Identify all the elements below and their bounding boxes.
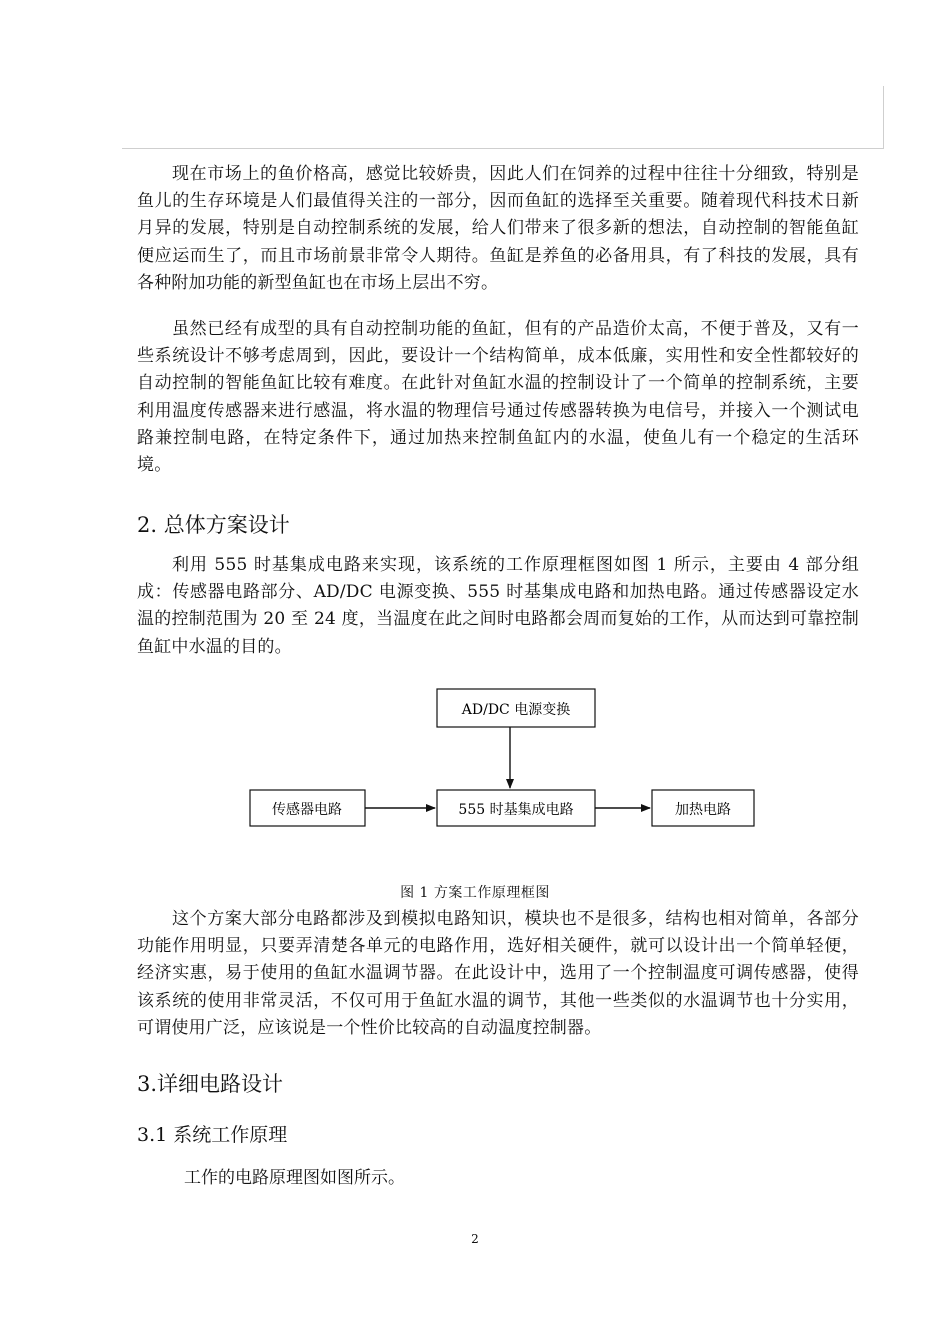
timer-ic-box [437,790,595,826]
section-heading-detailed-circuit: 3.详细电路设计 [137,1072,284,1096]
paragraph-scheme-analysis: 这个方案大部分电路都涉及到模拟电路知识，模块也不是很多，结构也相对简单，各部分功能作用明显，只要弄清楚各单元的电路作用，选好相关硬件，就可以设计出一个简单轻便，经济实惠，易于使用的鱼缸水温调节器。在此设计中，选用了一个控制温度可调传感器，使得该系统的使用非常灵活，不仅可用于鱼缸水温的调节，其他一些类似的水温调节也十分实用，可谓使用广泛，应该说是一个性价比较高的自动温度控制器。 [137,909,859,1038]
power-conversion-label: AD/DC 电源变换 [461,702,571,718]
figure-caption: 图 1 方案工作原理框图 [400,885,550,901]
subsection-heading-system-principle: 3.1 系统工作原理 [137,1124,288,1146]
paragraph-circuit-reference: 工作的电路原理图如图所示。 [184,1168,405,1188]
section-heading-overall-design: 2. 总体方案设计 [137,513,290,537]
paragraph-design-difficulty: 虽然已经有成型的具有自动控制功能的鱼缸，但有的产品造价太高，不便于普及，又有一些系统设计不够考虑周到，因此，要设计一个结构简单，成本低廉，实用性和安全性都较好的自动控制的智能鱼缸比较有难度。在此针对鱼缸水温的控制设计了一个简单的控制系统，主要利用温度传感器来进行感温，将水温的物理信号通过传感器转换为电信号，并接入一个测试电路兼控制电路，在特定条件下，通过加热来控制鱼缸内的水温，使鱼儿有一个稳定的生活环境。 [137,319,859,476]
header-corner-mark [883,86,884,148]
sensor-circuit-label: 传感器电路 [272,802,342,818]
heating-circuit-box [652,790,754,826]
power-conversion-box [437,689,595,727]
page-number: 2 [471,1232,479,1246]
paragraph-555-overview: 利用 555 时基集成电路来实现，该系统的工作原理框图如图 1 所示，主要由 4 部分组成：传感器电路部分、AD/DC 电源变换、555 时基集成电路和加热电路。通过传感器设定水温的控制范围为 20 至 24 度，当温度在此之间时电路都会周而复始的工作，从而达到可靠控制鱼缸中水温的目的。 [137,555,859,657]
sensor-circuit-box [250,790,365,826]
paragraph-market-intro: 现在市场上的鱼价格高，感觉比较娇贵，因此人们在饲养的过程中往往十分细致，特别是鱼儿的生存环境是人们最值得关注的一部分，因而鱼缸的选择至关重要。随着现代科技术日新月异的发展，特别是自动控制系统的发展，给人们带来了很多新的想法，自动控制的智能鱼缸便应运而生了，而且市场前景非常令人期待。鱼缸是养鱼的必备用具，有了科技的发展，具有各种附加功能的新型鱼缸也在市场上层出不穷。 [137,164,859,293]
heating-circuit-label: 加热电路 [675,802,731,818]
timer-ic-label: 555 时基集成电路 [458,802,574,818]
header-rule [122,148,884,149]
block-diagram [240,682,760,836]
